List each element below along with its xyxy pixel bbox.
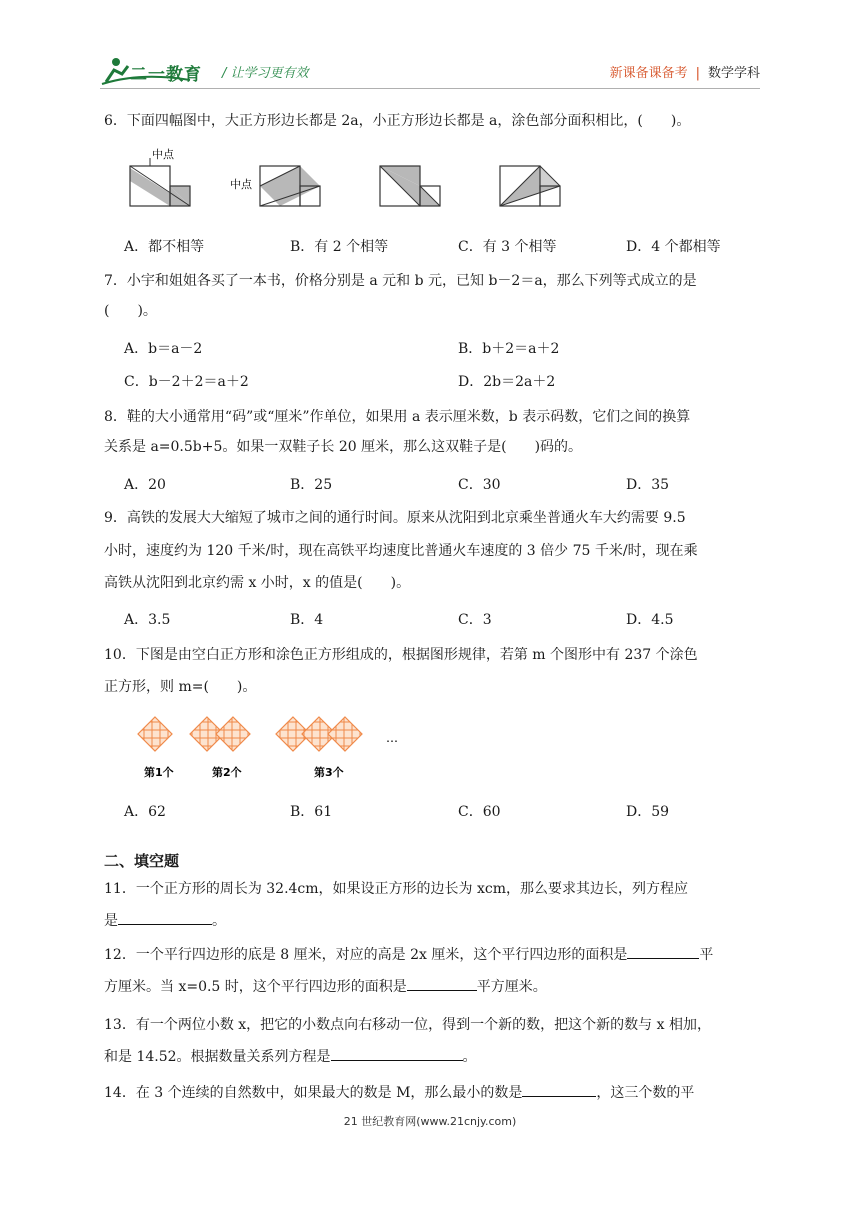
page-footer: 21 世纪教育网(www.21cnjy.com) [343,1115,517,1128]
header-divider [100,88,760,89]
q6-fig2-label: 中点 [230,178,252,191]
q12-text-c: 方厘米。当 x=0.5 时，这个平行四边形的面积是 [104,979,407,995]
q10-option-c[interactable]: C．60 [458,804,501,820]
q7-option-d[interactable]: D．2b＝2a＋2 [458,374,556,390]
q12-text-b: 平 [699,947,714,963]
q6-figure-4 [500,166,560,206]
q10-diamond-tile [328,717,362,751]
q12-text-a: 12．一个平行四边形的底是 8 厘米，对应的高是 2x 厘米，这个平行四边形的面积是 [104,947,628,963]
question-9-line-1: 9．高铁的发展大大缩短了城市之间的通行时间。原来从沈阳到北京乘坐普通火车大约需要 9.5 [104,510,686,526]
question-10-figures [128,706,398,788]
q14-text-a: 14．在 3 个连续的自然数中，如果最大的数是 M，那么最小的数是 [104,1085,523,1101]
q10-option-a[interactable]: A．62 [124,804,166,820]
question-10-line-1: 10．下图是由空白正方形和涂色正方形组成的，根据图形规律，若第 m 个图形中有 237 个涂色 [104,647,698,663]
question-13-line-1: 13．有一个两位小数 x，把它的小数点向右移动一位，得到一个新的数，把这个新的数与 x 相加， [104,1017,711,1033]
q10-diamond-tile [216,717,250,751]
q14-text-b: ，这三个数的平 [596,1085,695,1101]
q6-option-c[interactable]: C．有 3 个相等 [458,239,557,255]
q8-option-b[interactable]: B．25 [290,477,333,493]
question-8-line-1: 8．鞋的大小通常用“码”或“厘米”作单位，如果用 a 表示厘米数，b 表示码数，它们之间的换算 [104,409,691,425]
q10-fig-label-2: 第2个 [212,766,242,779]
q7-option-c[interactable]: C．b－2＋2＝a＋2 [124,374,249,390]
header-tag-2: 数学学科 [707,66,760,81]
q7-option-b[interactable]: B．b＋2＝a＋2 [458,341,560,357]
question-12-line-2 [104,974,760,1000]
q9-option-d[interactable]: D．4.5 [626,612,674,628]
q9-option-c[interactable]: C．3 [458,612,492,628]
q6-figure-1 [130,147,190,206]
q9-option-b[interactable]: B．4 [290,612,324,628]
q6-option-b[interactable]: B．有 2 个相等 [290,239,389,255]
section-heading-fill-in: 二、填空题 [104,852,180,870]
q8-option-d[interactable]: D．35 [626,477,670,493]
q10-fig-label-3: 第3个 [314,766,344,779]
q10-option-b[interactable]: B．61 [290,804,333,820]
question-12-line-1 [104,942,760,968]
question-11-line-1: 11．一个正方形的周长为 32.4cm，如果设正方形的边长为 xcm，那么要求其边长，列方程应 [104,881,689,897]
question-14-line-1 [104,1080,760,1106]
q11-answer-blank[interactable] [118,908,212,925]
q10-ellipsis: … [386,731,398,745]
q10-diamond-tile [138,717,172,751]
q10-option-d[interactable]: D．59 [626,804,670,820]
question-10-line-2: 正方形，则 m=( )。 [104,679,257,695]
q6-fig1-label: 中点 [152,148,174,161]
question-7-line-1: 7．小宇和姐姐各买了一本书，价格分别是 a 元和 b 元，已知 b－2＝a，那么下列等式成立的是 [104,273,697,289]
q13-text-a: 和是 14.52。根据数量关系列方程是 [104,1049,331,1065]
q11-suffix: 。 [212,913,226,929]
logo-text: 二一教育 [130,65,202,85]
q6-option-d[interactable]: D．4 个都相等 [626,239,721,255]
slogan: / 让学习更有效 [222,66,309,81]
q6-option-a[interactable]: A．都不相等 [124,239,205,255]
header-right [610,62,760,81]
q6-figure-2 [230,166,320,206]
q14-answer-blank[interactable] [522,1080,596,1097]
header-tag-1: 新课备课备考 [609,66,688,81]
question-7-line-2: ( )。 [104,303,157,319]
q7-option-a[interactable]: A．b＝a－2 [124,341,203,357]
q8-option-a[interactable]: A．20 [124,477,166,493]
q12-answer-blank-2[interactable] [407,974,477,991]
q6-figure-3 [380,166,440,206]
q12-text-d: 平方厘米。 [476,979,547,995]
q9-option-a[interactable]: A．3.5 [124,612,171,628]
q10-fig-label-1: 第1个 [144,766,174,779]
question-8-line-2: 关系是 a=0.5b+5。如果一双鞋子长 20 厘米，那么这双鞋子是( )码的。 [104,439,583,455]
q13-answer-blank[interactable] [331,1044,463,1061]
q8-option-c[interactable]: C．30 [458,477,501,493]
question-6-text: 6．下面四幅图中，大正方形边长都是 2a，小正方形边长都是 a，涂色部分面积相比，( )。 [104,113,691,129]
q11-prefix: 是 [104,913,118,929]
question-9-line-2: 小时，速度约为 120 千米/时，现在高铁平均速度比普通火车速度的 3 倍少 75 千米/时，现在乘 [104,543,698,559]
header-separator: | [695,66,700,81]
question-11-line-2 [104,908,760,934]
page-header [100,50,760,92]
question-6-figures [120,146,580,216]
q12-answer-blank-1[interactable] [627,942,699,959]
q13-text-b: 。 [462,1049,477,1065]
question-9-line-3: 高铁从沈阳到北京约需 x 小时，x 的值是( )。 [104,575,411,591]
question-13-line-2 [104,1044,760,1070]
